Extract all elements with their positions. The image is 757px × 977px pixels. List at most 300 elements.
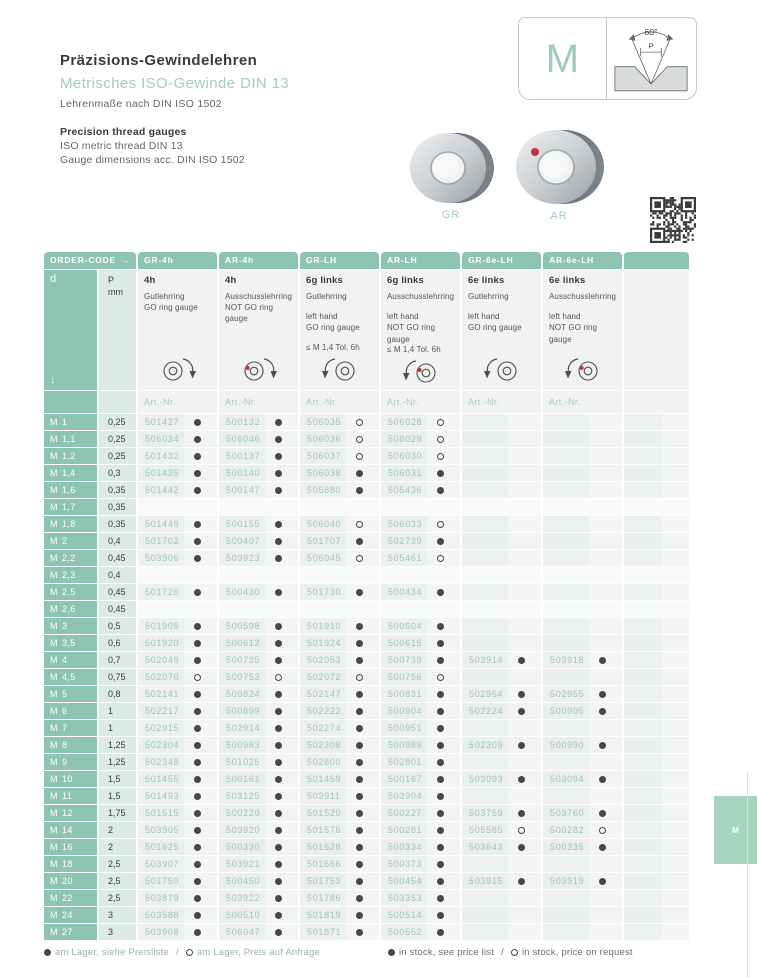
article-cell <box>300 703 379 719</box>
article-number: 503353 <box>388 893 423 903</box>
page-subtitle-en: ISO metric thread DIN 13 <box>60 140 183 152</box>
article-cell <box>381 448 460 464</box>
stock-dot-filled <box>194 453 201 460</box>
stock-dot-filled <box>194 759 201 766</box>
article-cell <box>462 754 541 770</box>
article-cell <box>381 618 460 634</box>
gutter-cell <box>624 635 689 651</box>
article-cell <box>462 550 541 566</box>
stock-dot-filled <box>356 912 363 919</box>
pitch-value: 2 <box>99 822 136 838</box>
article-cell <box>300 618 379 634</box>
stock-dot-filled <box>356 895 363 902</box>
section-register-tab <box>714 796 757 864</box>
stock-dot-filled <box>275 776 282 783</box>
stock-dot-filled <box>437 742 444 749</box>
article-number: 500227 <box>388 808 423 818</box>
article-cell <box>300 839 379 855</box>
description-line: left hand <box>306 312 338 322</box>
stock-dot-open <box>437 674 444 681</box>
article-number: 500598 <box>226 621 261 631</box>
article-number: 505436 <box>388 485 423 495</box>
article-cell <box>138 839 217 855</box>
article-number: 502801 <box>388 757 423 767</box>
stock-dot-filled <box>437 759 444 766</box>
filler-cell <box>99 391 136 413</box>
ring-label-gr: GR <box>441 209 461 221</box>
stock-dot-filled <box>194 725 201 732</box>
article-cell <box>138 737 217 753</box>
gutter-cell <box>624 754 689 770</box>
article-number: 500983 <box>226 740 261 750</box>
article-cell <box>381 567 460 583</box>
article-cell <box>543 839 622 855</box>
gutter-cell <box>624 805 689 821</box>
article-number: 506045 <box>307 553 342 563</box>
article-cell <box>219 805 298 821</box>
row-size-label: M 2 <box>44 533 97 549</box>
article-number: 502304 <box>145 740 180 750</box>
stock-dot-filled <box>275 929 282 936</box>
article-number: 500137 <box>226 451 261 461</box>
stock-dot-filled <box>437 878 444 885</box>
stock-dot-filled <box>356 827 363 834</box>
article-number: 503094 <box>550 774 585 784</box>
article-cell <box>219 584 298 600</box>
column-header-AR-LH: AR-LH <box>381 252 460 269</box>
dims-note-de: Lehrenmaße nach DIN ISO 1502 <box>60 98 222 110</box>
article-number: 503906 <box>145 553 180 563</box>
stock-dot-filled <box>275 589 282 596</box>
row-size-label: M 22 <box>44 890 97 906</box>
article-cell <box>462 737 541 753</box>
legend-dot-open <box>511 949 518 956</box>
column-description-GR-6e-LH <box>462 270 541 390</box>
article-cell <box>219 771 298 787</box>
article-cell <box>219 873 298 889</box>
column-header-AR-4h: AR-4h <box>219 252 298 269</box>
article-number: 506047 <box>226 927 261 937</box>
row-size-label: M 8 <box>44 737 97 753</box>
row-size-label: M 1,1 <box>44 431 97 447</box>
article-number: 501025 <box>226 757 261 767</box>
stock-dot-filled <box>275 708 282 715</box>
article-cell <box>543 567 622 583</box>
row-size-label: M 6 <box>44 703 97 719</box>
article-number: 502914 <box>226 723 261 733</box>
row-size-label: M 12 <box>44 805 97 821</box>
article-cell <box>462 584 541 600</box>
legend-text: in stock, see price list <box>399 947 495 958</box>
article-cell <box>219 669 298 685</box>
stock-dot-filled <box>194 419 201 426</box>
gutter-cell <box>624 669 689 685</box>
article-cell <box>543 924 622 940</box>
article-number: 505461 <box>388 553 423 563</box>
article-number: 503921 <box>226 859 261 869</box>
article-cell <box>138 907 217 923</box>
stock-dot-filled <box>194 436 201 443</box>
article-cell <box>381 499 460 515</box>
stock-dot-filled <box>437 929 444 936</box>
article-cell <box>381 703 460 719</box>
gutter-cell <box>624 618 689 634</box>
article-cell <box>219 601 298 617</box>
column-description-AR-LH <box>381 270 460 390</box>
article-cell <box>462 805 541 821</box>
article-number: 501628 <box>307 842 342 852</box>
article-cell <box>300 601 379 617</box>
filler-cell <box>624 391 689 413</box>
column-header-GR-6e-LH: GR-6e-LH <box>462 252 541 269</box>
article-cell <box>381 754 460 770</box>
stock-dot-open <box>356 453 363 460</box>
article-cell <box>381 822 460 838</box>
red-marking-dot <box>418 368 422 372</box>
stock-dot-filled <box>194 538 201 545</box>
rotation-ccw-notgo-icon <box>395 357 447 387</box>
pitch-value: 1,5 <box>99 788 136 804</box>
stock-dot-filled <box>194 640 201 647</box>
stock-dot-filled <box>437 912 444 919</box>
stock-dot-filled <box>275 419 282 426</box>
article-cell <box>381 839 460 855</box>
stock-dot-filled <box>437 708 444 715</box>
article-number: 500450 <box>226 876 261 886</box>
article-number: 500989 <box>388 740 423 750</box>
tolerance-class: 6e links <box>468 275 505 286</box>
article-cell <box>300 907 379 923</box>
stock-dot-filled <box>194 521 201 528</box>
article-number: 502954 <box>469 689 504 699</box>
description-line: Gutlehrring <box>306 292 347 301</box>
article-cell <box>300 771 379 787</box>
page-edge-line <box>747 772 748 977</box>
description-line: Ausschusslehrring <box>387 292 455 301</box>
article-number: 506028 <box>388 417 423 427</box>
article-number: 500147 <box>226 485 261 495</box>
stock-dot-open <box>437 453 444 460</box>
page-title: Präzisions-Gewindelehren <box>60 52 258 69</box>
article-cell <box>543 635 622 651</box>
article-cell <box>543 669 622 685</box>
article-number: 503918 <box>550 655 585 665</box>
row-size-label: M 2,5 <box>44 584 97 600</box>
article-number: 501442 <box>145 485 180 495</box>
description-line: Gutlehrring <box>144 292 185 301</box>
article-cell <box>138 499 217 515</box>
article-number: 501520 <box>307 808 342 818</box>
article-cell <box>138 703 217 719</box>
article-cell <box>462 890 541 906</box>
row-size-label: M 2,6 <box>44 601 97 617</box>
article-cell <box>219 499 298 515</box>
article-cell <box>543 584 622 600</box>
go-ring-gauge-photo <box>405 131 497 221</box>
article-number: 503920 <box>226 825 261 835</box>
article-cell <box>300 873 379 889</box>
article-number: 506038 <box>307 468 342 478</box>
article-cell <box>543 431 622 447</box>
stock-dot-open <box>437 555 444 562</box>
gutter-cell <box>624 584 689 600</box>
stock-dot-filled <box>194 793 201 800</box>
size-note: ≤ M 1,4 Tol. 6h <box>306 343 360 352</box>
rotation-cw-notgo-icon <box>233 355 285 385</box>
gutter-cell <box>624 550 689 566</box>
article-number: 502955 <box>550 689 585 699</box>
stock-legend-de: am Lager, siehe Preisliste / am Lager, Preis auf Anfrage <box>44 947 320 958</box>
angle-label: 60° <box>644 26 658 37</box>
art-nr-label: Art.-Nr. <box>300 391 379 413</box>
row-size-label: M 10 <box>44 771 97 787</box>
article-number: 500735 <box>226 655 261 665</box>
article-cell <box>138 686 217 702</box>
article-number: 500562 <box>388 927 423 937</box>
row-size-label: M 1 <box>44 414 97 430</box>
article-number: 500899 <box>226 706 261 716</box>
article-cell <box>300 805 379 821</box>
stock-dot-open <box>518 827 525 834</box>
stock-dot-filled <box>437 895 444 902</box>
article-number: 502224 <box>469 706 504 716</box>
stock-dot-filled <box>356 861 363 868</box>
article-cell <box>219 788 298 804</box>
filler-cell <box>44 391 97 413</box>
stock-dot-filled <box>437 623 444 630</box>
article-number: 502915 <box>145 723 180 733</box>
article-cell <box>300 584 379 600</box>
pitch-label: P <box>648 41 654 51</box>
rotation-ccw-notgo-icon <box>557 355 609 385</box>
article-number: 505880 <box>307 485 342 495</box>
stock-dot-filled <box>275 725 282 732</box>
article-cell <box>219 652 298 668</box>
title-block <box>60 52 289 168</box>
article-number: 500330 <box>226 842 261 852</box>
article-cell <box>462 465 541 481</box>
row-size-label: M 1,8 <box>44 516 97 532</box>
gutter-cell <box>624 482 689 498</box>
legend-dot-filled <box>388 949 395 956</box>
article-number: 500753 <box>226 672 261 682</box>
stock-dot-filled <box>194 810 201 817</box>
article-cell <box>381 788 460 804</box>
pitch-value: 2 <box>99 839 136 855</box>
article-number: 500140 <box>226 468 261 478</box>
article-number: 505585 <box>469 825 504 835</box>
article-cell <box>219 533 298 549</box>
article-cell <box>462 431 541 447</box>
pitch-value: 0,25 <box>99 431 136 447</box>
stock-dot-filled <box>356 725 363 732</box>
stock-dot-filled <box>599 657 606 664</box>
article-cell <box>138 873 217 889</box>
article-cell <box>543 788 622 804</box>
article-cell <box>543 465 622 481</box>
stock-dot-open <box>437 436 444 443</box>
article-cell <box>219 737 298 753</box>
article-number: 502049 <box>145 655 180 665</box>
legend-dot-filled <box>44 949 51 956</box>
article-cell <box>462 618 541 634</box>
stock-dot-filled <box>356 793 363 800</box>
column-description-AR-6e-LH <box>543 270 622 390</box>
pitch-value: 1,5 <box>99 771 136 787</box>
article-number: 500281 <box>388 825 423 835</box>
article-cell <box>138 482 217 498</box>
pitch-value: 0,45 <box>99 550 136 566</box>
stock-dot-filled <box>275 623 282 630</box>
article-cell <box>300 414 379 430</box>
gutter-cell <box>624 907 689 923</box>
article-number: 502070 <box>145 672 180 682</box>
gutter-cell <box>624 465 689 481</box>
article-number: 502147 <box>307 689 342 699</box>
article-number: 500824 <box>226 689 261 699</box>
article-cell <box>381 584 460 600</box>
article-number: 506036 <box>307 434 342 444</box>
pitch-value: 0,45 <box>99 584 136 600</box>
article-cell <box>462 907 541 923</box>
article-cell <box>138 584 217 600</box>
article-cell <box>300 431 379 447</box>
article-cell <box>138 652 217 668</box>
row-size-label: M 18 <box>44 856 97 872</box>
stock-dot-filled <box>518 776 525 783</box>
stock-dot-filled <box>599 878 606 885</box>
stock-dot-filled <box>194 776 201 783</box>
stock-dot-filled <box>275 895 282 902</box>
article-number: 503908 <box>145 927 180 937</box>
gutter-column <box>624 270 689 390</box>
gutter-cell <box>624 873 689 889</box>
row-size-label: M 5 <box>44 686 97 702</box>
article-cell <box>543 618 622 634</box>
article-cell <box>543 737 622 753</box>
article-number: 501910 <box>307 621 342 631</box>
article-cell <box>138 465 217 481</box>
stock-dot-filled <box>194 555 201 562</box>
article-cell <box>138 822 217 838</box>
article-number: 500335 <box>550 842 585 852</box>
article-cell <box>219 550 298 566</box>
article-number: 502274 <box>307 723 342 733</box>
stock-dot-filled <box>275 844 282 851</box>
stock-dot-filled <box>437 844 444 851</box>
row-size-label: M 27 <box>44 924 97 940</box>
stock-dot-filled <box>275 742 282 749</box>
article-number: 501753 <box>307 876 342 886</box>
pitch-value: 1,25 <box>99 754 136 770</box>
row-size-label: M 4 <box>44 652 97 668</box>
row-size-label: M 1,6 <box>44 482 97 498</box>
pitch-value: 3 <box>99 924 136 940</box>
stock-dot-filled <box>599 742 606 749</box>
stock-dot-filled <box>275 453 282 460</box>
gutter-cell <box>624 924 689 940</box>
article-cell <box>462 482 541 498</box>
stock-dot-filled <box>275 657 282 664</box>
article-cell <box>300 669 379 685</box>
article-cell <box>138 890 217 906</box>
article-cell <box>381 907 460 923</box>
stock-dot-filled <box>275 538 282 545</box>
stock-dot-filled <box>518 844 525 851</box>
article-number: 503922 <box>226 893 261 903</box>
article-cell <box>462 856 541 872</box>
stock-dot-open <box>437 419 444 426</box>
column-header-GR-4h: GR-4h <box>138 252 217 269</box>
row-size-label: M 24 <box>44 907 97 923</box>
article-cell <box>543 890 622 906</box>
article-cell <box>300 924 379 940</box>
article-number: 500407 <box>226 536 261 546</box>
stock-dot-filled <box>275 759 282 766</box>
gauge-table <box>44 252 689 940</box>
article-number: 501924 <box>307 638 342 648</box>
article-cell <box>219 839 298 855</box>
pitch-value: 0,25 <box>99 448 136 464</box>
article-cell <box>381 805 460 821</box>
article-cell <box>138 567 217 583</box>
article-cell <box>219 635 298 651</box>
stock-dot-filled <box>194 657 201 664</box>
stock-dot-filled <box>275 487 282 494</box>
description-line: left hand <box>387 312 419 322</box>
row-size-label: M 1,2 <box>44 448 97 464</box>
row-size-label: M 4,5 <box>44 669 97 685</box>
stock-dot-filled <box>194 844 201 851</box>
article-number: 506046 <box>226 434 261 444</box>
description-line: left hand <box>468 312 500 322</box>
gutter-cell <box>624 703 689 719</box>
article-number: 501576 <box>307 825 342 835</box>
stock-dot-filled <box>518 657 525 664</box>
article-cell <box>462 924 541 940</box>
pitch-value: 0,75 <box>99 669 136 685</box>
stock-dot-filled <box>275 810 282 817</box>
stock-dot-filled <box>437 470 444 477</box>
article-cell <box>300 533 379 549</box>
rotation-ccw-go-icon <box>314 355 366 385</box>
gutter-cell <box>624 567 689 583</box>
article-number: 501449 <box>145 519 180 529</box>
gutter-cell <box>624 448 689 464</box>
row-size-label: M 11 <box>44 788 97 804</box>
description-line: Ausschusslehrring <box>549 292 617 301</box>
article-number: 501750 <box>145 876 180 886</box>
stock-dot-filled <box>356 640 363 647</box>
article-cell <box>138 550 217 566</box>
legend-text: am Lager, Preis auf Anfrage <box>196 947 320 958</box>
article-number: 503914 <box>469 655 504 665</box>
stock-dot-filled <box>194 912 201 919</box>
article-cell <box>381 856 460 872</box>
article-cell <box>219 754 298 770</box>
gutter-cell <box>624 516 689 532</box>
article-cell <box>381 737 460 753</box>
article-number: 500739 <box>388 655 423 665</box>
header-bar-blank <box>624 252 689 269</box>
article-number: 500454 <box>388 876 423 886</box>
article-cell <box>543 720 622 736</box>
ring-label-ar: AR <box>550 210 568 222</box>
page-subtitle-de: Metrisches ISO-Gewinde DIN 13 <box>60 75 290 92</box>
article-cell <box>219 465 298 481</box>
article-cell <box>300 635 379 651</box>
article-number: 500831 <box>388 689 423 699</box>
